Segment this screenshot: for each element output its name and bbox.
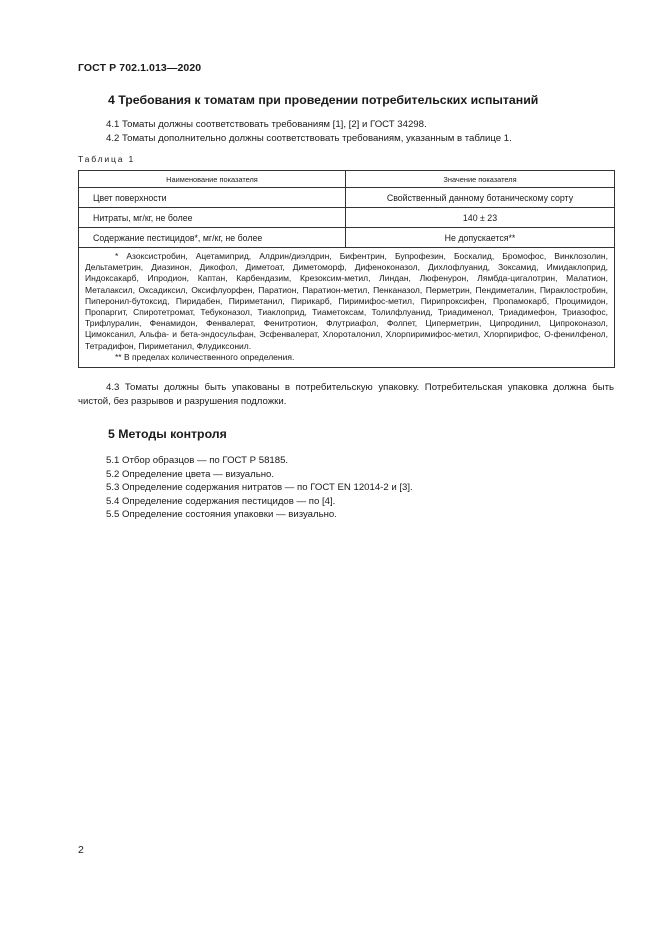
column-header-name: Наименование показателя — [79, 171, 346, 188]
row-value: 140 ± 23 — [346, 208, 615, 228]
table-row — [79, 188, 615, 208]
document-code: ГОСТ Р 702.1.013—2020 — [78, 62, 202, 74]
item-5-1: 5.1 Отбор образцов — по ГОСТ Р 58185. — [106, 455, 289, 467]
table-notes-row — [79, 248, 615, 368]
requirements-table — [78, 170, 615, 368]
item-5-5: 5.5 Определение состояния упаковки — визуально. — [106, 509, 337, 521]
row-name: Нитраты, мг/кг, не более — [79, 208, 346, 228]
row-name: Цвет поверхности — [79, 188, 346, 208]
table-row — [79, 228, 615, 248]
item-4-2: 4.2 Томаты дополнительно должны соответствовать требованиям, указанным в таблице 1. — [106, 132, 512, 144]
table-notes — [79, 248, 615, 368]
item-5-2: 5.2 Определение цвета — визуально. — [106, 468, 275, 480]
page-number: 2 — [78, 844, 84, 856]
item-4-1: 4.1 Томаты должны соответствовать требованиям [1], [2] и ГОСТ 34298. — [106, 119, 427, 130]
footnote-pesticides: * Азоксистробин, Ацетамиприд, Алдрин/диэлдрин, Бифентрин, Бупрофезин, Боскалид, Бромофос, Винклозолин, Дельтаметрин, Диазинон, Дикофол, Диметоат, Диметоморф, Дифеноконазол, Дихлофлуанид, Зоксамид, Имидаклоприд, Индоксакарб, Ипродион, Каптан, Карбендазим, Крезоксим-метил, Линдан, Люфенурон, Лямбда-цигалотрин, Малатион, Металаксил, Оксадиксил, Оксифлуорфен, Паратион, Паратион-метил, Пенканазол, Перметрин, Пендиметалин, Пираклостробин, Пиперонил-бутоксид, Пиридабен, Пириметанил, Пирикарб, Пиримифос-метил, Пирипроксифен, Пропамокарб, Процимидон, Пропаргит, Спиротетромат, Тебуконазол, Тиаклоприд, Тиаметоксам, Толилфлуанид, Триадименол, Триадимефон, Триазофос, Трифлуралин, Фенамидон, Фенвалерат, Фенитротион, Флутриафол, Фолпет, Циперметрин, Ципродинил, Ципроконазол, Цимоксанил, Альфа- и бета-эндосульфан, Эсфенвалерат, Хлороталонил, Хлорпиримифос-метил, Хлорпирифос, О-фенилфенол, Тетрадифон, Пириметанил, Флудиксонил. — [85, 251, 608, 351]
section-4-title: 4 Требования к томатам при проведении потребительских испытаний — [108, 93, 539, 107]
table-row — [79, 208, 615, 228]
table-label: Таблица 1 — [78, 154, 136, 164]
item-5-4: 5.4 Определение содержания пестицидов — по [4]. — [106, 495, 336, 507]
table-header-row — [79, 171, 615, 188]
row-name: Содержание пестицидов*, мг/кг, не более — [79, 228, 346, 248]
section-5-title: 5 Методы контроля — [108, 427, 227, 442]
item-5-3: 5.3 Определение содержания нитратов — по ГОСТ EN 12014-2 и [3]. — [106, 482, 413, 494]
row-value: Свойственный данному ботаническому сорту — [346, 188, 615, 208]
footnote-quantification: ** В пределах количественного определения. — [115, 351, 295, 362]
column-header-value: Значение показателя — [346, 171, 615, 188]
item-4-3: 4.3 Томаты должны быть упакованы в потребительскую упаковку. Потребительская упаковка должна быть чистой, без разрывов и разрушения подложки. — [78, 382, 614, 408]
row-value: Не допускается** — [346, 228, 615, 248]
page-content — [78, 90, 614, 522]
